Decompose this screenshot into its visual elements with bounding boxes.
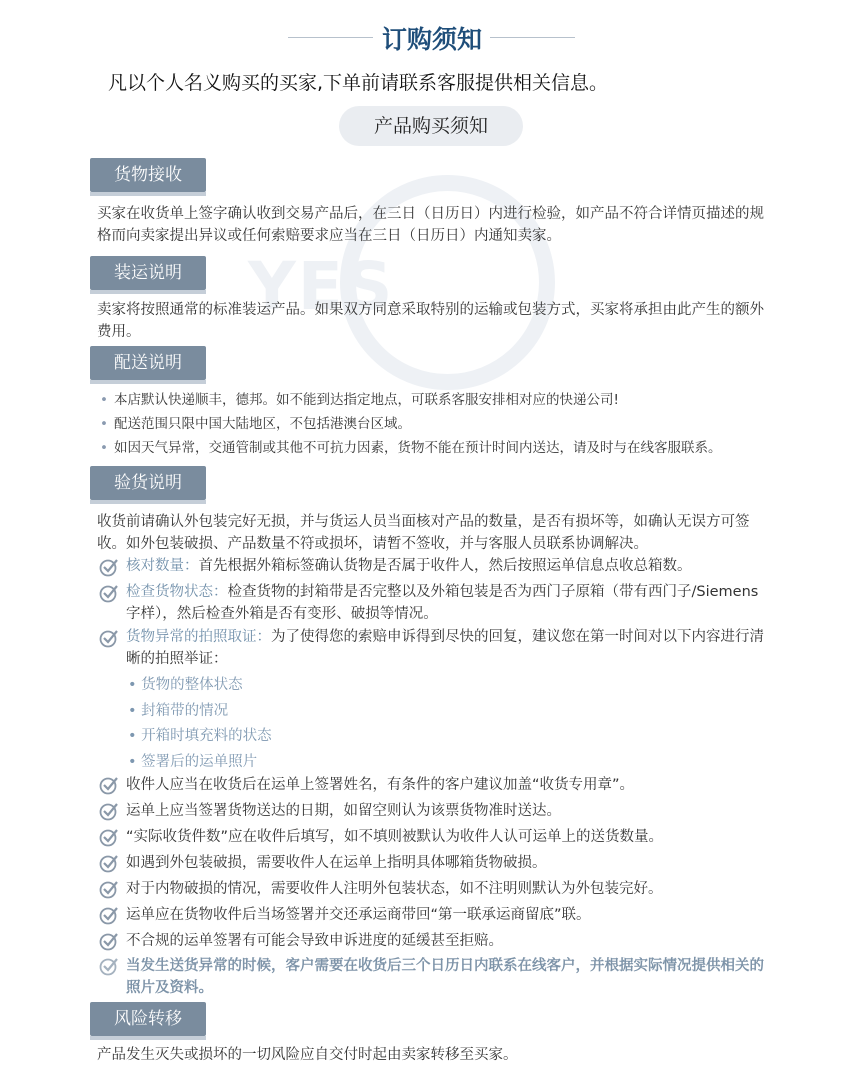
check-item: 对于内物破损的情况，需要收件人注明外包装状态，如不注明则默认为外包装完好。 <box>126 881 663 897</box>
check-item: 检查货物状态：检查货物的封箱带是否完整以及外箱包装是否为西门子原箱（带有西门子/Siemens字样），然后检查外箱是否有变形、破损等情况。 <box>126 584 759 622</box>
check-circle-icon <box>99 879 119 899</box>
final-note: 当发生送货异常的时候，客户需要在收货后三个日历日内联系在线客户，并根据实际情况提供相关的照片及资料。 <box>126 958 764 996</box>
photo-item: • 签署后的运单照片 <box>128 754 258 770</box>
photo-item: • 开箱时填充料的状态 <box>128 728 272 744</box>
check-circle-icon <box>99 557 119 577</box>
tag-risk: 风险转移 <box>90 1002 206 1036</box>
check-item: 不合规的运单签署有可能会导致申诉进度的延缓甚至拒赔。 <box>126 933 503 949</box>
check-item: “实际收货件数”应在收件后填写，如不填则被默认为收件人认可运单上的送货数量。 <box>126 829 664 845</box>
title-divider-right <box>490 37 575 38</box>
check-item: 如遇到外包装破损，需要收件人在运单上指明具体哪箱货物破损。 <box>126 855 547 871</box>
tag-inspection: 验货说明 <box>90 466 206 500</box>
tag-shipping: 装运说明 <box>90 256 206 290</box>
tag-receive: 货物接收 <box>90 158 206 192</box>
tag-delivery: 配送说明 <box>90 346 206 380</box>
check-circle-icon <box>99 905 119 925</box>
check-circle-icon <box>99 583 119 603</box>
photo-item: • 封箱带的情况 <box>128 703 229 719</box>
check-circle-icon <box>99 827 119 847</box>
title-divider-left <box>288 37 373 38</box>
check-circle-icon <box>99 628 119 648</box>
delivery-bullet: • 配送范围只限中国大陆地区，不包括港澳台区域。 <box>100 416 411 432</box>
check-item: 核对数量：首先根据外箱标签确认货物是否属于收件人，然后按照运单信息点收总箱数。 <box>126 558 692 574</box>
check-item: 收件人应当在收货后在运单上签署姓名，有条件的客户建议加盖“收货专用章”。 <box>126 777 635 793</box>
check-circle-icon <box>99 775 119 795</box>
photo-item: • 货物的整体状态 <box>128 677 243 693</box>
intro-text: 凡以个人名义购买的买家,下单前请联系客服提供相关信息。 <box>108 72 609 94</box>
check-item: 货物异常的拍照取证：为了使得您的索赔申诉得到尽快的回复，建议您在第一时间对以下内容进行清晰的拍照举证： <box>126 629 764 667</box>
risk-text: 产品发生灭失或损坏的一切风险应自交付时起由卖家转移至买家。 <box>97 1047 518 1063</box>
inspection-text: 收货前请确认外包装完好无损，并与货运人员当面核对产品的数量，是否有损坏等，如确认无误方可签收。如外包装破损、产品数量不符或损坏，请暂不签收，并与客服人员联系协调解决。 <box>97 514 750 552</box>
section-subtitle: 产品购买须知 <box>339 106 523 146</box>
check-circle-icon <box>99 931 119 951</box>
check-circle-icon <box>99 801 119 821</box>
shipping-text: 卖家将按照通常的标准装运产品。如果双方同意采取特别的运输或包装方式，买家将承担由此产生的额外费用。 <box>97 302 764 340</box>
check-circle-icon <box>99 853 119 873</box>
watermark-logo: YES <box>248 248 395 325</box>
delivery-bullet: • 本店默认快递顺丰，德邦。如不能到达指定地点，可联系客服安排相对应的快递公司! <box>100 392 619 408</box>
receive-text: 买家在收货单上签字确认收到交易产品后，在三日（日历日）内进行检验，如产品不符合详情页描述的规格而向卖家提出异议或任何索赔要求应当在三日（日历日）内通知卖家。 <box>97 206 764 244</box>
check-item: 运单上应当签署货物送达的日期，如留空则认为该票货物准时送达。 <box>126 803 561 819</box>
delivery-bullet: • 如因天气异常，交通管制或其他不可抗力因素，货物不能在预计时间内送达，请及时与在线客服联系。 <box>100 440 722 456</box>
check-circle-icon <box>99 956 119 976</box>
page-title: 订购须知 <box>381 25 482 54</box>
check-item: 运单应在货物收件后当场签署并交还承运商带回“第一联承运商留底”联。 <box>126 907 591 923</box>
